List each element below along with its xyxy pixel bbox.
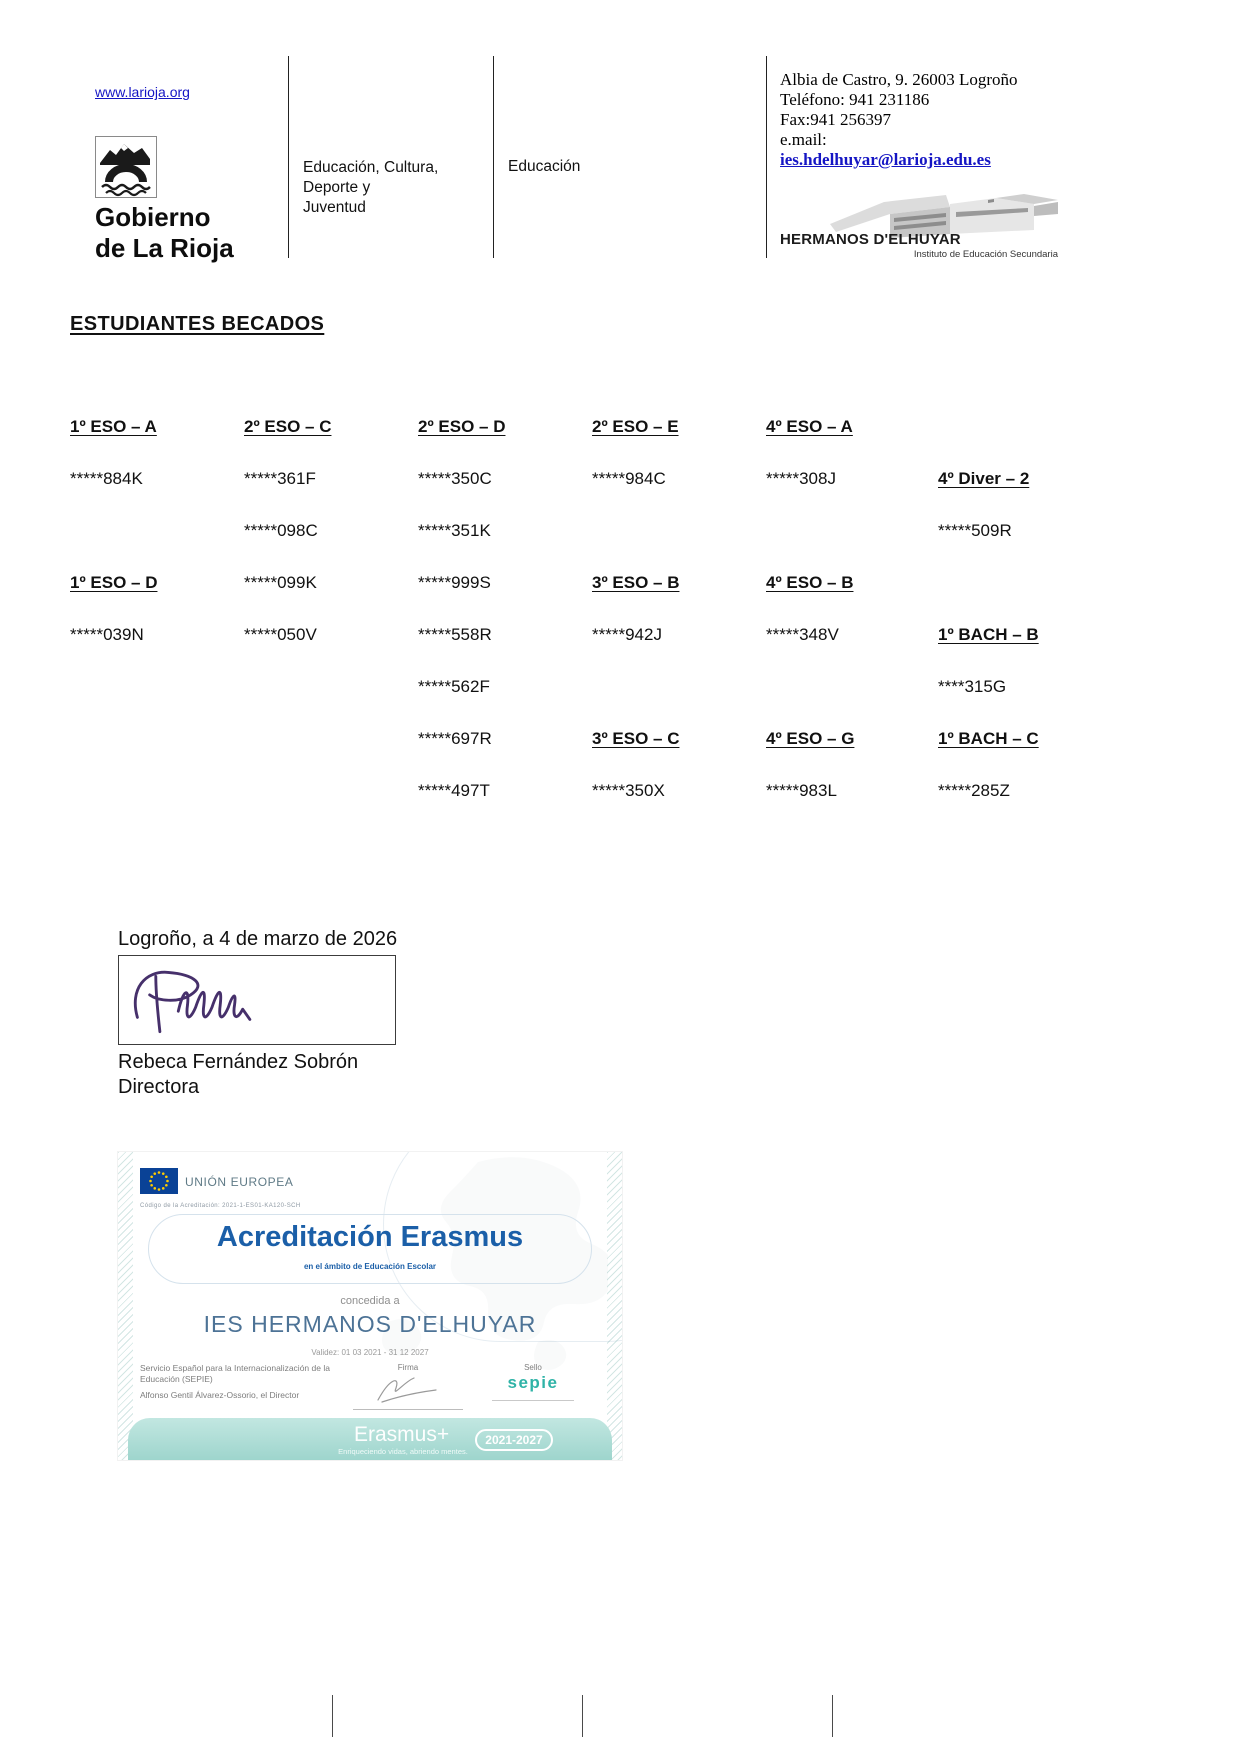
group-header: 2º ESO – D [418, 417, 506, 436]
department-line2: Deporte y [303, 179, 371, 197]
mountains-bridge-icon [96, 137, 156, 197]
group-header: 4º Diver – 2 [938, 469, 1030, 488]
empty-cell [70, 521, 244, 573]
department-line3: Juventud [303, 199, 366, 217]
sello-line [492, 1400, 574, 1401]
granted-to-label: concedida a [340, 1295, 400, 1307]
fold-mark-3 [832, 1695, 833, 1737]
student-id: *****098C [244, 521, 318, 540]
student-id: *****348V [766, 625, 839, 644]
student-id: *****050V [244, 625, 317, 644]
sello-label: Sello [524, 1363, 542, 1372]
group-header: 3º ESO – C [592, 729, 680, 748]
signer-name: Rebeca Fernández Sobrón [118, 1051, 359, 1073]
group-header: 1º BACH – B [938, 625, 1039, 644]
student-id: *****984C [592, 469, 666, 488]
sepie-logo: sepie [507, 1373, 559, 1392]
issuer-line2: Educación (SEPIE) [140, 1374, 213, 1384]
director-signature [119, 956, 395, 1044]
student-id: *****350C [418, 469, 492, 488]
signer-block [118, 1050, 358, 1100]
government-name-line2: de La Rioja [95, 232, 234, 263]
group-header: 3º ESO – B [592, 573, 680, 592]
fold-mark-2 [582, 1695, 583, 1737]
page-title: ESTUDIANTES BECADOS [70, 313, 325, 335]
contact-email-label: e.mail: [780, 130, 827, 149]
signer-role: Directora [118, 1076, 200, 1098]
group-header: 4º ESO – A [766, 417, 853, 436]
department-line1: Educación, Cultura, [303, 159, 439, 176]
accreditation-code: Código de la Acreditación: 2021-1-ES01-KA120-SCH [140, 1203, 301, 1209]
contact-block [780, 70, 1018, 170]
sepie-director-signature [368, 1368, 448, 1406]
empty-cell [938, 417, 1128, 469]
group-header: 2º ESO – C [244, 417, 332, 436]
group-header: 1º BACH – C [938, 729, 1039, 748]
certificate-title: Acreditación Erasmus [216, 1221, 524, 1253]
student-id: *****099K [244, 573, 317, 592]
gobierno-la-rioja-logo [95, 136, 157, 198]
header-divider-3 [766, 56, 767, 258]
contact-phone: Teléfono: 941 231186 [780, 90, 930, 109]
erasmus-accreditation-certificate [118, 1152, 622, 1460]
empty-cell [244, 677, 418, 729]
student-id: *****361F [244, 469, 316, 488]
validity-dates: Validez: 01 03 2021 - 31 12 2027 [311, 1348, 429, 1357]
group-header: 4º ESO – G [766, 729, 855, 748]
years-pill: 2021-2027 [475, 1429, 553, 1451]
empty-cell [592, 521, 766, 573]
school-name: HERMANOS D'ELHUYAR [780, 231, 961, 248]
student-id: *****039N [70, 625, 144, 644]
firma-label: Firma [397, 1363, 419, 1372]
contact-email-link[interactable]: ies.hdelhuyar@larioja.edu.es [780, 150, 991, 169]
issuer-director: Alfonso Gentil Álvarez-Ossorio, el Director [140, 1390, 300, 1400]
student-id: *****999S [418, 573, 491, 592]
empty-cell [766, 677, 938, 729]
erasmus-plus-brand: Erasmus+ [354, 1423, 450, 1446]
department-name [303, 158, 438, 218]
website-link[interactable]: www.larioja.org [95, 84, 190, 100]
student-id: ****315G [938, 677, 1007, 696]
contact-fax: Fax:941 256397 [780, 110, 891, 129]
issuer-block [140, 1363, 340, 1401]
student-id: *****350X [592, 781, 665, 800]
erasmus-tagline: Enriqueciendo vidas, abriendo mentes. [338, 1447, 468, 1456]
header-divider-2 [493, 56, 494, 258]
empty-cell [244, 729, 418, 781]
empty-cell [70, 781, 244, 833]
signature-box [118, 955, 396, 1045]
government-name [95, 202, 234, 263]
dateline: Logroño, a 4 de marzo de 2026 [118, 928, 398, 950]
grantee-name: IES HERMANOS D'ELHUYAR [203, 1311, 537, 1337]
student-id: *****497T [418, 781, 490, 800]
group-header: 2º ESO – E [592, 417, 679, 436]
student-id: *****285Z [938, 781, 1010, 800]
empty-cell [592, 677, 766, 729]
empty-cell [70, 677, 244, 729]
empty-cell [70, 729, 244, 781]
student-id: *****942J [592, 625, 662, 644]
group-header: 1º ESO – A [70, 417, 157, 436]
student-id: *****983L [766, 781, 837, 800]
certificate-subtitle: en el ámbito de Educación Escolar [303, 1262, 437, 1271]
government-name-line1: Gobierno [95, 202, 211, 232]
section-label: Educación [508, 158, 581, 175]
empty-cell [766, 521, 938, 573]
student-id: *****308J [766, 469, 836, 488]
group-header: 4º ESO – B [766, 573, 854, 592]
student-id: *****509R [938, 521, 1012, 540]
eu-label: UNIÓN EUROPEA [185, 1175, 294, 1189]
scholarship-grid [70, 417, 1128, 833]
header-divider-1 [288, 56, 289, 258]
eu-flag-icon [140, 1168, 178, 1194]
group-header: 1º ESO – D [70, 573, 158, 592]
empty-cell [244, 781, 418, 833]
student-id: *****351K [418, 521, 491, 540]
student-id: *****558R [418, 625, 492, 644]
student-id: *****697R [418, 729, 492, 748]
issuer-line1: Servicio Español para la Internacionalización de la [140, 1363, 330, 1373]
empty-cell [938, 573, 1128, 625]
firma-line [353, 1409, 463, 1410]
school-subtitle: Instituto de Educación Secundaria [913, 249, 1058, 260]
student-id: *****562F [418, 677, 490, 696]
student-id: *****884K [70, 469, 143, 488]
fold-mark-1 [332, 1695, 333, 1737]
contact-address: Albia de Castro, 9. 26003 Logroño [780, 70, 1018, 89]
